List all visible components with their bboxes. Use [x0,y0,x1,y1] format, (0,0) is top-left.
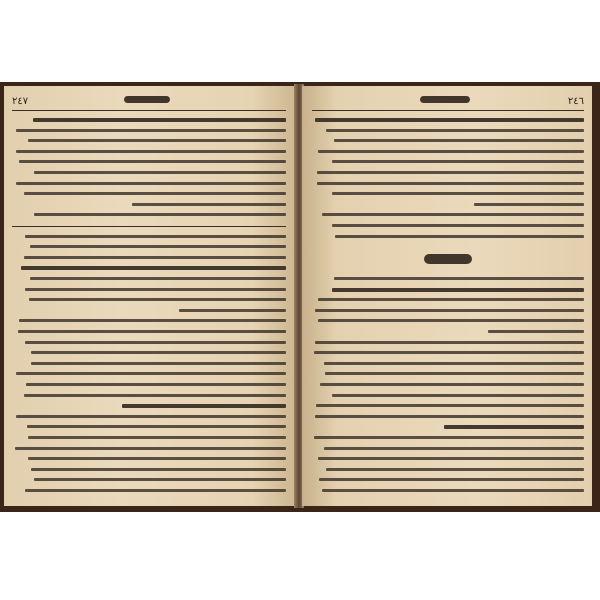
right-section-title [424,254,472,264]
text-line [29,298,286,301]
text-line [31,362,286,365]
text-line [31,468,286,471]
text-line [326,129,584,132]
text-line [19,160,286,163]
text-line [315,341,584,344]
text-line [24,192,286,195]
text-line [315,415,584,418]
text-line [318,457,584,460]
text-line [25,489,286,492]
text-line [33,118,286,122]
text-line [15,447,286,450]
left-page-number: ٢٤٧ [12,96,29,107]
text-line [122,404,286,408]
text-line [332,160,584,163]
text-line [332,224,584,227]
text-line [326,468,584,471]
text-line [317,171,584,174]
text-line [322,213,584,216]
right-running-head [420,96,470,103]
text-line [16,182,286,185]
left-section-rule [12,226,286,227]
text-line [325,372,584,375]
text-line [25,235,286,238]
right-header-rule [312,110,584,111]
text-line [314,436,584,439]
text-line [21,266,286,270]
text-line [320,383,584,386]
text-line [319,478,584,481]
text-line [34,171,286,174]
text-line [26,383,286,386]
text-line [334,139,584,142]
text-line [16,372,286,375]
text-line [30,245,286,248]
text-line [315,118,584,122]
left-running-head [124,96,170,103]
text-line [318,319,584,322]
text-line [18,330,286,333]
text-line [315,309,584,312]
text-line [25,341,286,344]
text-line [28,139,286,142]
text-line [335,235,584,238]
text-line [316,404,584,407]
text-line [31,351,286,354]
text-line [132,203,286,206]
text-line [324,362,584,365]
text-line [27,425,286,428]
text-line [34,478,286,481]
text-line [318,298,584,301]
text-line [332,192,584,195]
text-line [332,288,584,292]
left-page [4,86,296,506]
text-line [444,425,584,429]
text-line [179,309,286,312]
text-line [24,256,286,259]
text-line [324,447,584,450]
text-line [16,150,286,153]
text-line [332,394,584,397]
text-line [474,203,584,206]
left-header-rule [12,110,286,111]
right-page [302,86,592,506]
text-line [322,489,584,492]
text-line [19,319,286,322]
text-line [16,415,286,418]
text-line [28,436,286,439]
text-line [334,277,584,280]
text-line [314,351,584,354]
text-line [24,394,286,397]
text-line [34,213,286,216]
text-line [16,129,286,132]
text-line [318,150,584,153]
right-page-number: ٢٤٦ [567,96,584,107]
text-line [317,182,584,185]
text-line [30,277,286,280]
text-line [488,330,584,333]
text-line [25,288,286,291]
text-line [28,457,286,460]
